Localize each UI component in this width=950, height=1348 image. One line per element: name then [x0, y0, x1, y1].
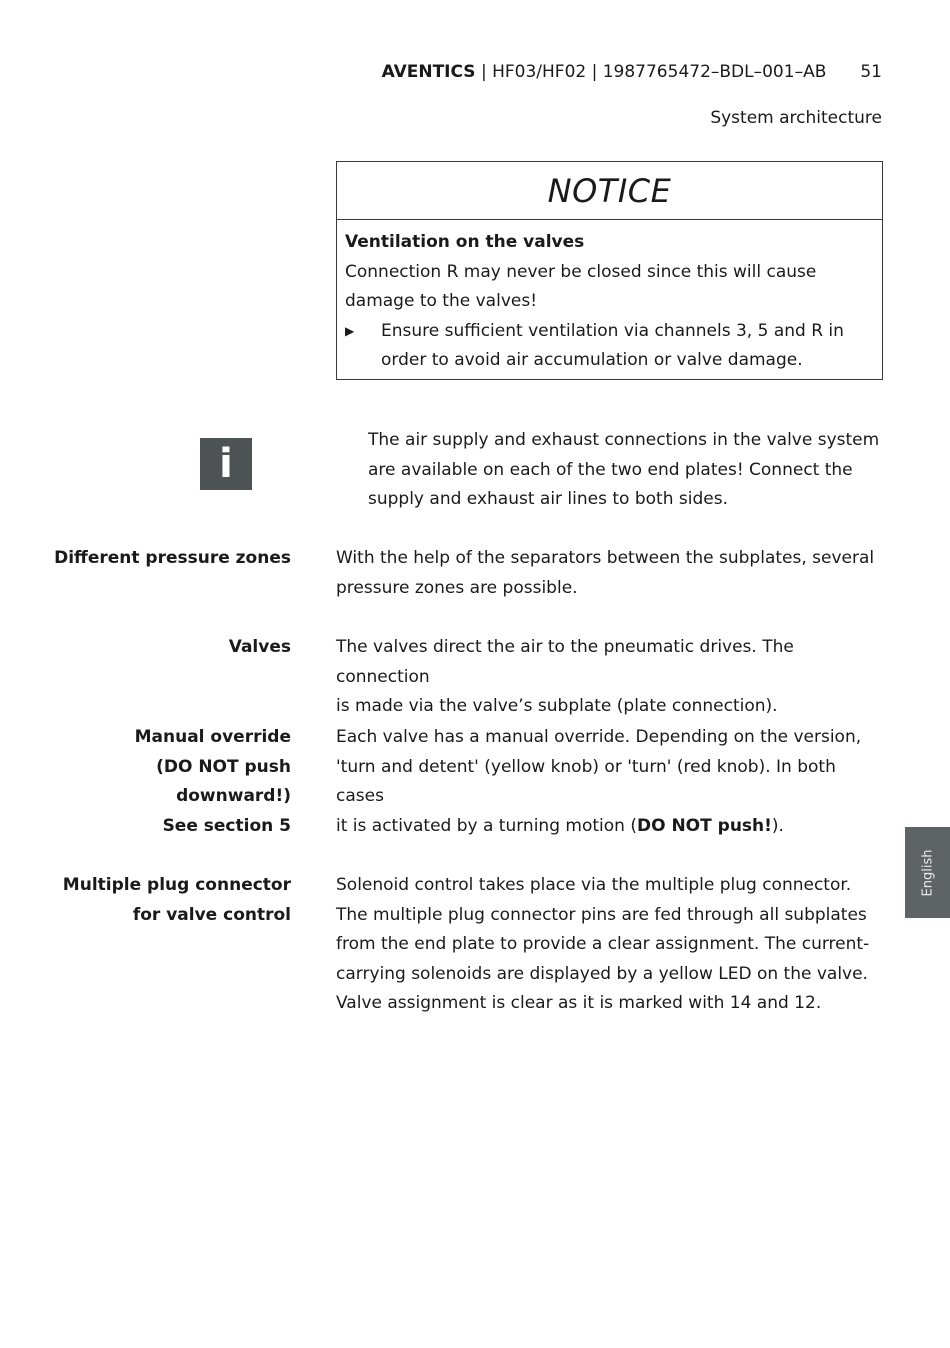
notice-body	[337, 220, 882, 376]
body-text-plug-connector	[336, 871, 883, 1019]
body-text-line: 'turn and detent' (yellow knob) or 'turn' (red knob). In both cases	[336, 756, 836, 806]
body-text-fragment: it is activated by a turning motion (	[336, 815, 637, 836]
notice-text-line: Connection R may never be closed since this will cause	[345, 261, 817, 282]
body-text-line: Each valve has a manual override. Depending on the version,	[336, 727, 862, 747]
body-text-line: With the help of the separators between the subplates, several	[336, 548, 875, 568]
body-text-line: Valve assignment is clear as it is marked with 14 and 12.	[336, 993, 822, 1013]
page-number: 51	[860, 62, 882, 82]
notice-bullet-line: Ensure sufficient ventilation via channels 3, 5 and R in	[381, 320, 844, 341]
body-text-line	[336, 812, 883, 842]
side-label-line: Different pressure zones	[54, 548, 291, 568]
section-title: System architecture	[710, 108, 882, 128]
side-label-line: downward!)	[176, 786, 291, 806]
notice-bullet	[345, 317, 874, 376]
notice-subtitle: Ventilation on the valves	[345, 232, 585, 252]
body-text-line: Solenoid control takes place via the multiple plug connector.	[336, 875, 852, 895]
notice-title: NOTICE	[547, 171, 672, 210]
side-label-line: (DO NOT push	[156, 756, 291, 777]
body-text-line: The valves direct the air to the pneumatic drives. The connection	[336, 637, 794, 687]
body-text-line: from the end plate to provide a clear assignment. The current-	[336, 934, 870, 954]
info-icon: i	[200, 438, 252, 490]
document-reference: | HF03/HF02 | 1987765472–BDL–001–AB	[475, 62, 827, 82]
side-label-pressure-zones	[54, 544, 291, 574]
side-label-valves	[229, 633, 291, 663]
bullet-triangle-icon: ▶	[345, 323, 355, 338]
side-label-manual-override	[135, 723, 291, 841]
side-label-line: for valve control	[132, 904, 291, 925]
side-label-plug-connector	[63, 871, 291, 930]
notice-header	[337, 162, 882, 220]
notice-box	[336, 161, 883, 380]
body-text-line: carrying solenoids are displayed by a yellow LED on the valve.	[336, 963, 868, 984]
body-text-line: The multiple plug connector pins are fed through all subplates	[336, 904, 867, 925]
info-text	[368, 426, 883, 515]
side-label-line: Valves	[228, 637, 291, 657]
body-text-manual-override	[336, 723, 883, 841]
language-tab[interactable]	[905, 827, 950, 918]
info-text-line: are available on each of the two end plates! Connect the	[368, 459, 853, 480]
side-label-line: See section 5	[162, 815, 291, 836]
running-header	[382, 62, 882, 82]
notice-bullet-line: order to avoid air accumulation or valve damage.	[381, 350, 803, 370]
body-text-line: is made via the valve’s subplate (plate connection).	[336, 696, 778, 716]
info-text-line: supply and exhaust air lines to both sides.	[368, 489, 728, 509]
info-text-line: The air supply and exhaust connections in the valve system	[368, 430, 880, 450]
brand-name: AVENTICS	[381, 62, 476, 82]
side-label-line: Manual override	[134, 727, 291, 747]
body-text-pressure-zones	[336, 544, 883, 603]
notice-text-line: damage to the valves!	[345, 291, 538, 311]
body-text-fragment: ).	[771, 815, 784, 836]
language-tab-label: English	[920, 849, 935, 896]
body-text-valves	[336, 633, 883, 722]
body-text-line: pressure zones are possible.	[336, 577, 578, 598]
side-label-line: Multiple plug connector	[62, 875, 291, 895]
body-text-emphasis: DO NOT push!	[636, 815, 772, 836]
